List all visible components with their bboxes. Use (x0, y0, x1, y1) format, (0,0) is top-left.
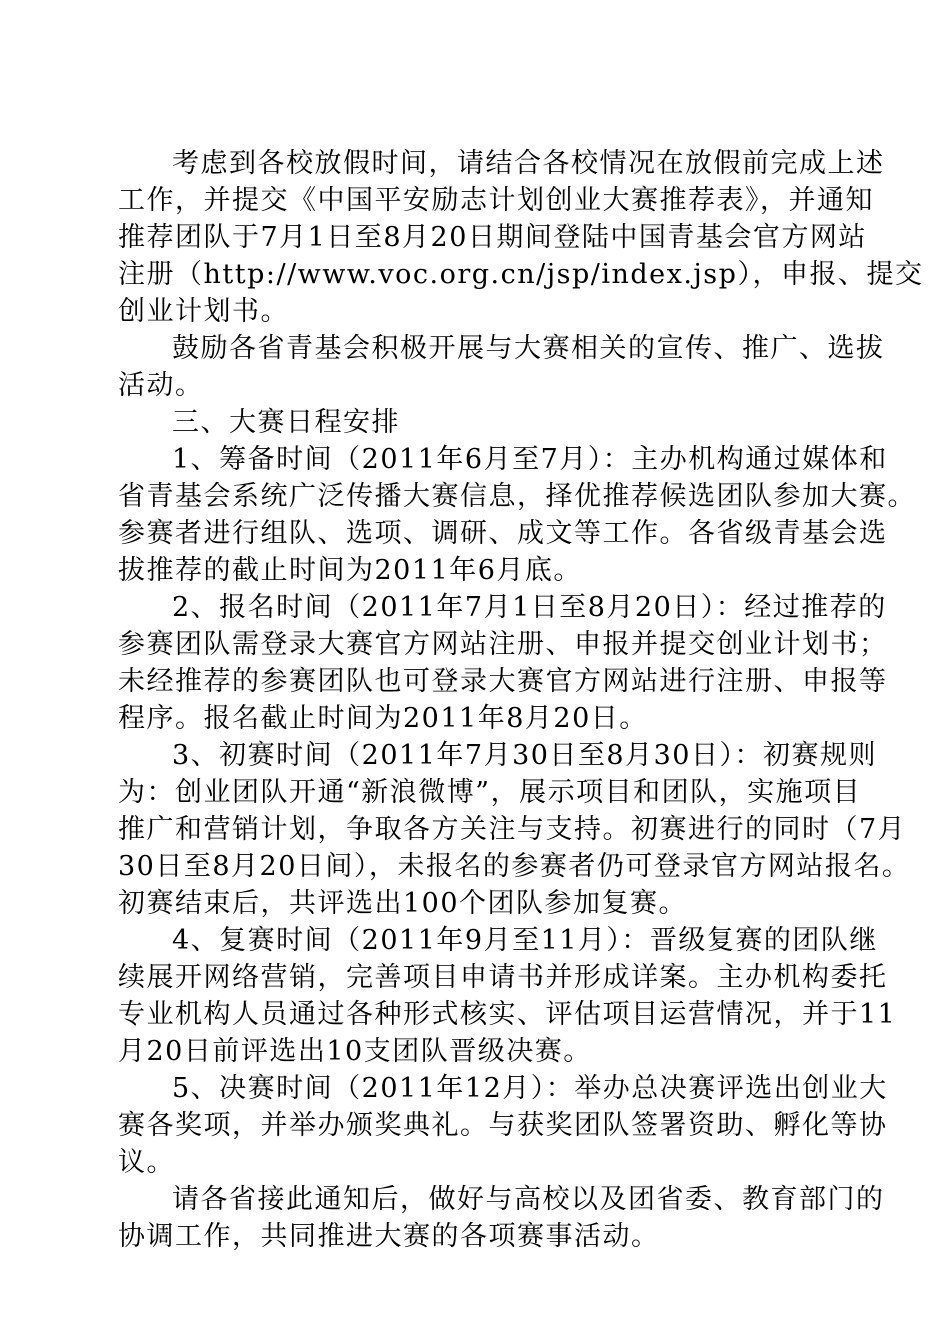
text-line: 工作，并提交《中国平安励志计划创业大赛推荐表》，并通知 (118, 185, 874, 216)
text-line: 5、决赛时间（2011年12月）：举办总决赛评选出创业大 (172, 1073, 888, 1104)
text-line: 30日至8月20日间），未报名的参赛者仍可登录官方网站报名。 (118, 851, 911, 882)
text-line: 赛各奖项，并举办颁奖典礼。与获奖团队签署资助、孵化等协 (118, 1110, 888, 1141)
text-line: 为：创业团队开通“新浪微博”，展示项目和团队，实施项目 (118, 777, 862, 808)
text-line: 4、复赛时间（2011年9月至11月）：晋级复赛的团队继 (172, 925, 878, 956)
text-line: 拔推荐的截止时间为2011年6月底。 (118, 555, 582, 586)
text-line: 程序。报名截止时间为2011年8月20日。 (118, 703, 648, 734)
text-line: 推荐团队于7月1日至8月20日期间登陆中国青基会官方网站 (118, 222, 867, 253)
section-heading: 三、大赛日程安排 (172, 407, 400, 438)
text-line: 专业机构人员通过各种形式核实、评估项目运营情况，并于11 (118, 999, 897, 1030)
text-line: 初赛结束后，共评选出100个团队参加复赛。 (118, 888, 688, 919)
text-line: 考虑到各校放假时间，请结合各校情况在放假前完成上述 (172, 148, 885, 179)
text-line: 未经推荐的参赛团队也可登录大赛官方网站进行注册、申报等 (118, 666, 888, 697)
text-line: 月20日前评选出10支团队晋级决赛。 (118, 1036, 592, 1067)
text-line: 省青基会系统广泛传播大赛信息，择优推荐候选团队参加大赛。 (118, 481, 916, 512)
text-line: 参赛团队需登录大赛官方网站注册、申报并提交创业计划书； (118, 629, 888, 660)
text-line: 1、筹备时间（2011年6月至7月）：主办机构通过媒体和 (172, 444, 888, 475)
text-line: 创业计划书。 (118, 296, 289, 327)
text-line: 议。 (118, 1147, 175, 1178)
text-line: 3、初赛时间（2011年7月30日至8月30日）：初赛规则 (172, 740, 877, 771)
text-line: 推广和营销计划，争取各方关注与支持。初赛进行的同时（7月 (118, 814, 907, 845)
text-line: 请各省接此通知后，做好与高校以及团省委、教育部门的 (172, 1184, 885, 1215)
text-line: 协调工作，共同推进大赛的各项赛事活动。 (118, 1221, 660, 1252)
text-line: 续展开网络营销，完善项目申请书并形成详案。主办机构委托 (118, 962, 888, 993)
text-line: 2、报名时间（2011年7月1日至8月20日）：经过推荐的 (172, 592, 887, 623)
text-line: 注册（http://www.voc.org.cn/jsp/index.jsp），申报、提交 (118, 259, 924, 290)
text-line: 活动。 (118, 370, 204, 401)
text-line: 鼓励各省青基会积极开展与大赛相关的宣传、推广、选拔 (172, 333, 885, 364)
text-line: 参赛者进行组队、选项、调研、成文等工作。各省级青基会选 (118, 518, 888, 549)
